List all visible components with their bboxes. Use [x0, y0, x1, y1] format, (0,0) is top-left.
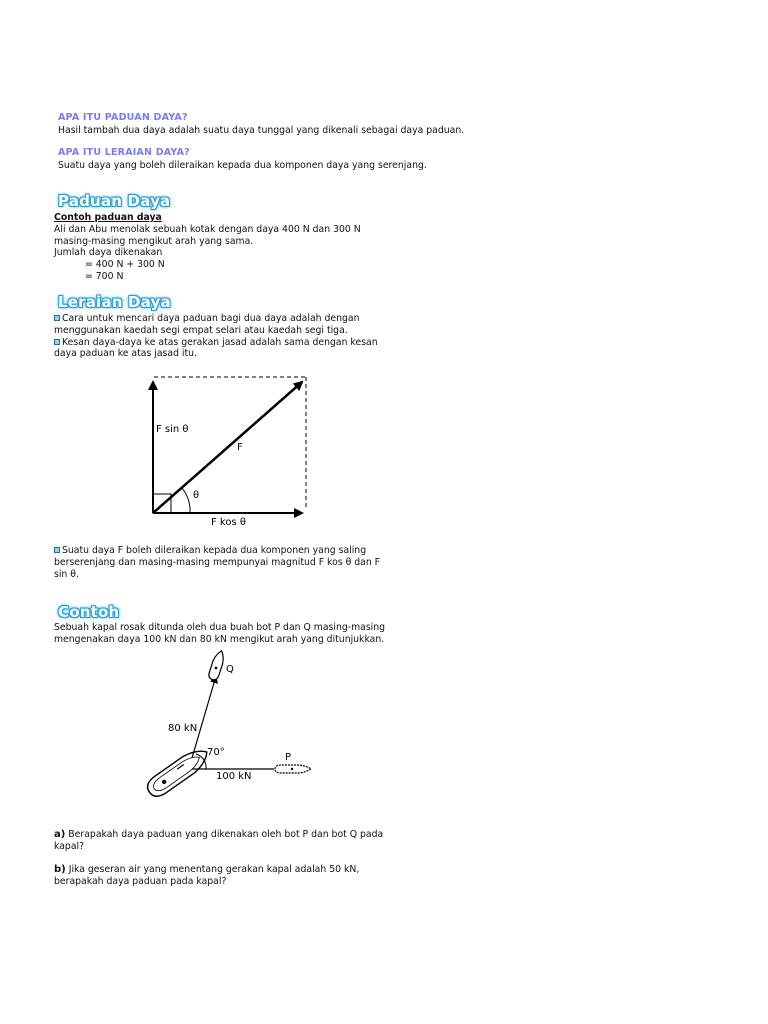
force-resolution-diagram [140, 370, 320, 530]
section-title-paduan-daya: Paduan Daya [58, 192, 171, 210]
question-a [54, 829, 383, 853]
question-text: kapal? [54, 840, 85, 852]
boat-q-icon [208, 649, 227, 681]
boat-p-icon [275, 765, 311, 773]
label-theta: θ [193, 490, 200, 501]
ship-icon [144, 744, 213, 801]
example-line: Ali dan Abu menolak sebuah kotak dengan daya 400 N dan 300 N [54, 223, 361, 235]
bullet-text: menggunakan kaedah segi empat selari atau kaedah segi tiga. [54, 324, 348, 336]
bullet-icon [54, 547, 60, 553]
leraian-bullets [54, 313, 378, 360]
bullet-text: Kesan daya-daya ke atas gerakan jasad adalah sama dengan kesan [62, 336, 378, 348]
example-heading: Contoh paduan daya [54, 212, 162, 223]
question-text: Jika geseran air yang menentang gerakan kapal adalah 50 kN, [68, 864, 360, 875]
question-b-label: b) [54, 864, 66, 875]
label-p: P [285, 752, 292, 763]
question-text: berapakah daya paduan pada kapal? [54, 875, 227, 887]
label-f-kos: F kos θ [211, 517, 246, 528]
question-heading-paduan: APA ITU PADUAN DAYA? [58, 112, 188, 123]
equation-line: = 700 N [85, 270, 124, 282]
question-a-label: a) [54, 829, 66, 840]
label-f: F [237, 442, 243, 453]
answer-leraian: Suatu daya yang boleh dileraikan kepada dua komponen daya yang serenjang. [58, 160, 427, 171]
label-f-sin: F sin θ [156, 424, 189, 435]
example-line: Jumlah daya dikenakan [54, 247, 163, 259]
question-b [54, 864, 359, 888]
bullet-text: Cara untuk mencari daya paduan bagi dua daya adalah dengan [62, 313, 360, 324]
bullet-icon [54, 315, 60, 321]
paduan-example-block [54, 212, 361, 283]
label-70deg: 70° [207, 747, 225, 758]
bullet-icon [54, 339, 60, 345]
label-100kn: 100 kN [216, 771, 252, 782]
angle-arc [182, 488, 190, 513]
label-q: Q [226, 664, 234, 675]
question-heading-leraian: APA ITU LERAIAN DAYA? [58, 147, 190, 158]
contoh-text [54, 622, 385, 646]
leraian-bullet-3 [54, 545, 380, 580]
section-title-leraian-daya: Leraian Daya [58, 293, 171, 311]
contoh-line: Sebuah kapal rosak ditunda oleh dua buah bot P dan Q masing-masing [54, 622, 386, 633]
question-text: Berapakah daya paduan yang dikenakan oleh bot P dan bot Q pada [68, 829, 384, 840]
example-line: masing-masing mengikut arah yang sama. [54, 235, 254, 247]
bullet-text: berserenjang dan masing-masing mempunyai magnitud F kos θ dan F [54, 556, 381, 568]
contoh-line: mengenakan daya 100 kN dan 80 kN mengikut arah yang ditunjukkan. [54, 633, 385, 645]
towing-diagram [140, 648, 330, 818]
label-80kn: 80 kN [168, 723, 198, 734]
bullet-text: Suatu daya F boleh dileraikan kepada dua komponen yang saling [62, 545, 367, 556]
resultant-arrow [153, 382, 302, 513]
bullet-text: daya paduan ke atas jasad itu. [54, 348, 198, 360]
answer-paduan: Hasil tambah dua daya adalah suatu daya tunggal yang dikenali sebagai daya paduan. [58, 125, 465, 136]
equation-line: = 400 N + 300 N [85, 259, 165, 271]
rope-to-q [192, 676, 216, 758]
section-title-contoh: Contoh [58, 603, 120, 621]
bullet-text: sin θ. [54, 568, 79, 580]
